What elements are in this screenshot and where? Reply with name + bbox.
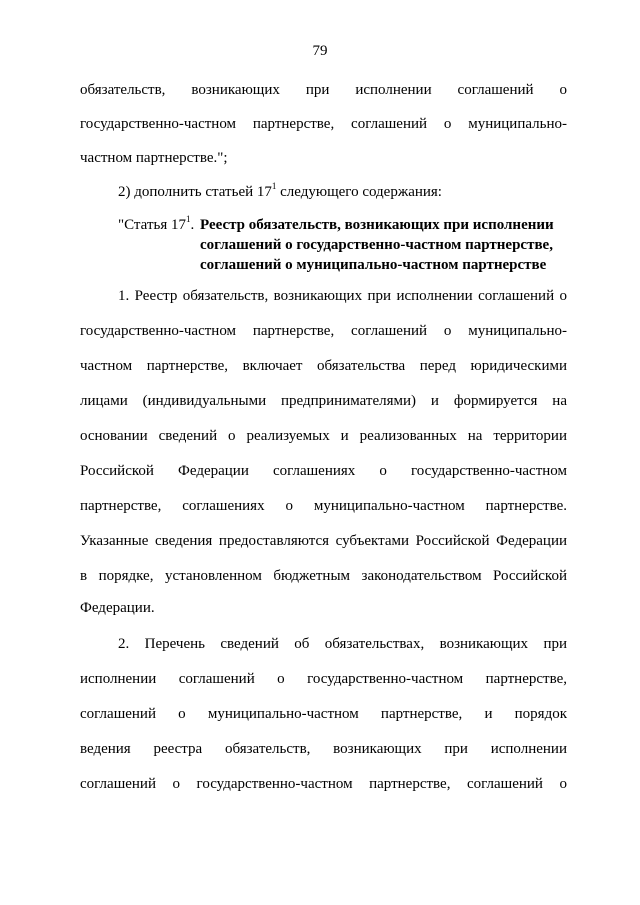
text-line: партнерстве, соглашениях о муниципально-частном партнерстве. (80, 498, 567, 514)
superscript: 1 (185, 214, 191, 224)
text-line: Российской Федерации соглашениях о государственно-частном (80, 463, 567, 479)
text-line: ведения реестра обязательств, возникающих при исполнении (80, 741, 567, 757)
text-line: обязательств, возникающих при исполнении соглашений о (80, 82, 567, 98)
text-line: государственно-частном партнерстве, соглашений о муниципально- (80, 323, 567, 339)
text-line: 1. Реестр обязательств, возникающих при исполнении соглашений о (118, 288, 567, 304)
superscript: 1 (271, 181, 277, 191)
article-label-text: . (190, 217, 195, 233)
amendment-text: 2) дополнить статьей 17 (118, 184, 272, 200)
amendment-line (118, 182, 442, 202)
article-label (118, 215, 194, 235)
text-line: Указанные сведения предоставляются субъектами Российской Федерации (80, 533, 567, 549)
text-line: исполнении соглашений о государственно-частном партнерстве, (80, 671, 567, 687)
page-number: 79 (312, 43, 328, 59)
text-line: 2. Перечень сведений об обязательствах, возникающих при (118, 636, 567, 652)
text-line: частном партнерстве, включает обязательства перед юридическими (80, 358, 567, 374)
text-line: Федерации. (80, 600, 155, 616)
text-line: соглашений о муниципально-частном партнерстве, и порядок (80, 706, 567, 722)
text-line: соглашений о государственно-частном партнерстве, соглашений о (80, 776, 567, 792)
text-line: в порядке, установленном бюджетным законодательством Российской (80, 568, 567, 584)
amendment-text: следующего содержания: (276, 184, 442, 200)
article-title (200, 215, 570, 275)
text-line: частном партнерстве."; (80, 150, 228, 166)
article-title-line: соглашений о муниципально-частном партнерстве (200, 257, 547, 273)
article-label-text: "Статья 17 (118, 217, 186, 233)
article-title-line: Реестр обязательств, возникающих при исполнении (200, 217, 554, 233)
text-line: лицами (индивидуальными предпринимателями) и формируется на (80, 393, 567, 409)
text-line: государственно-частном партнерстве, соглашений о муниципально- (80, 116, 567, 132)
article-title-line: соглашений о государственно-частном партнерстве, (200, 237, 553, 253)
text-line: основании сведений о реализуемых и реализованных на территории (80, 428, 567, 444)
